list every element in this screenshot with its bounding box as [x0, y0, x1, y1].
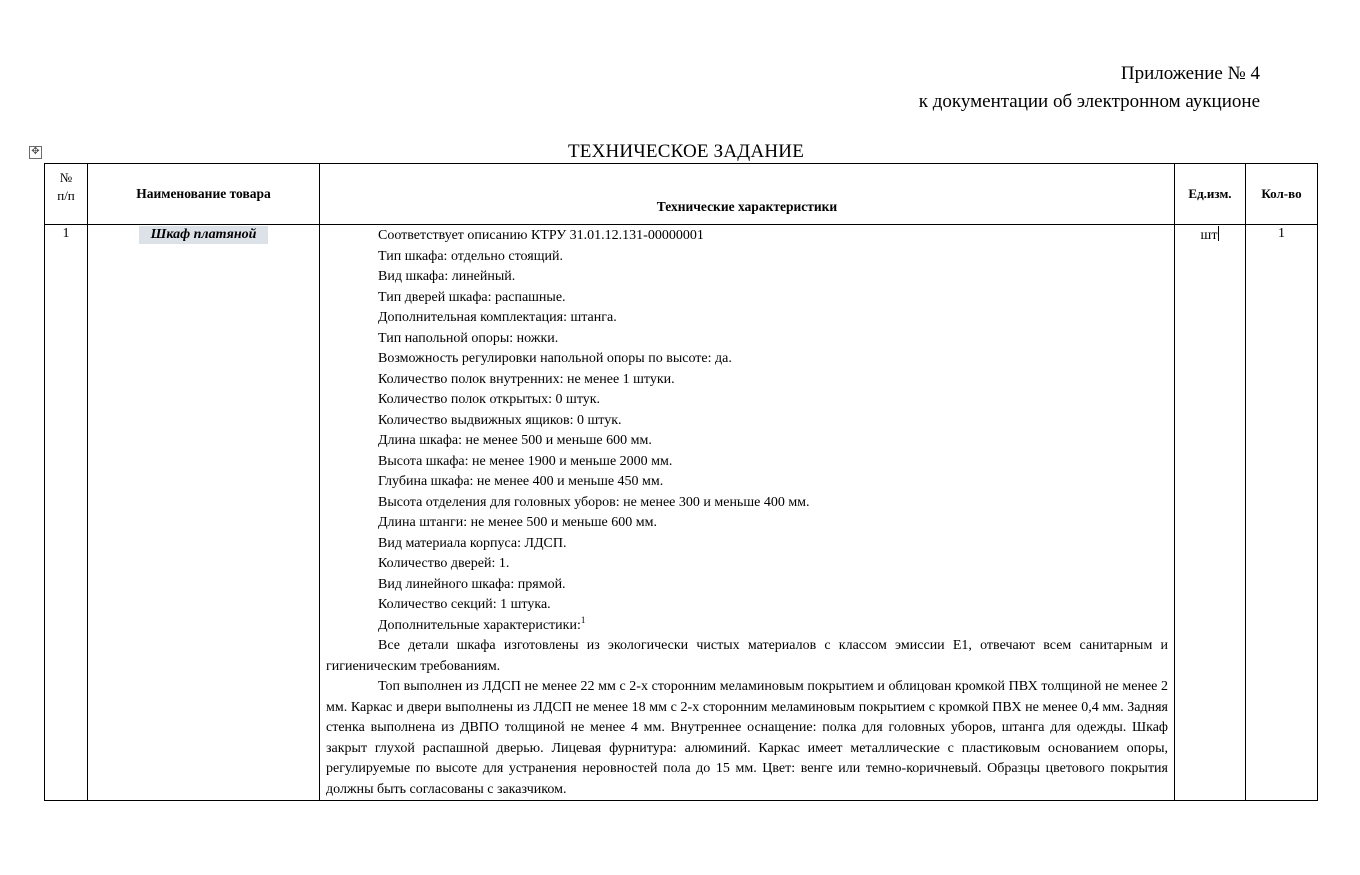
- spec-table: [44, 163, 1318, 801]
- characteristic-line: Возможность регулировки напольной опоры по высоте: да.: [378, 351, 732, 366]
- characteristic-line: Вид материала корпуса: ЛДСП.: [378, 535, 567, 551]
- characteristic-line: Количество дверей: 1.: [378, 556, 510, 571]
- characteristic-line: Тип шкафа: отдельно стоящий.: [378, 248, 563, 264]
- annex-subtitle: к документации об электронном аукционе: [918, 91, 1260, 112]
- table-header-row: [45, 164, 1318, 225]
- move-cross-icon[interactable]: ✥: [29, 146, 42, 159]
- header-qty[interactable]: Кол-во: [1246, 164, 1318, 225]
- characteristic-line: Глубина шкафа: не менее 400 и меньше 450 мм.: [378, 474, 664, 489]
- characteristics-list: [326, 226, 1168, 616]
- document-title: ТЕХНИЧЕСКОЕ ЗАДАНИЕ: [567, 141, 805, 162]
- characteristic-line: Высота отделения для головных уборов: не менее 300 и меньше 400 мм.: [378, 494, 810, 510]
- annex-number: Приложение № 4: [1120, 63, 1260, 84]
- header-unit[interactable]: Ед.изм.: [1175, 164, 1246, 225]
- header-name[interactable]: Наименование товара: [88, 164, 320, 225]
- header-characteristics[interactable]: Технические характеристики: [320, 164, 1175, 225]
- characteristic-line: Тип напольной опоры: ножки.: [378, 330, 559, 346]
- characteristic-line: Высота шкафа: не менее 1900 и меньше 2000 мм.: [378, 453, 673, 469]
- characteristic-line: Длина шкафа: не менее 500 и меньше 600 мм.: [378, 433, 652, 448]
- characteristic-line: Длина штанги: не менее 500 и меньше 600 мм.: [378, 515, 657, 530]
- characteristic-line: Количество выдвижных ящиков: 0 штук.: [378, 412, 622, 428]
- characteristic-line: Количество полок внутренних: не менее 1 штуки.: [378, 371, 675, 387]
- characteristic-line: Тип дверей шкафа: распашные.: [378, 289, 566, 305]
- extra-characteristics-label: [326, 616, 1168, 637]
- cell-qty[interactable]: 1: [1246, 225, 1318, 801]
- annex-heading: [919, 60, 1260, 116]
- cell-num[interactable]: 1: [45, 225, 88, 801]
- paragraph-construction: Топ выполнен из ЛДСП не менее 22 мм с 2-х сторонним меламиновым покрытием и облицован кромкой ПВХ толщиной не менее 2 мм. Каркас и двери выполнены из ЛДСП не менее 18 мм с 2-х сторонним меламиновым покрытием с кромкой ПВХ не менее 0,4 мм. Задняя стенка выполнена из ДВПО толщиной не менее 4 мм. Внутреннее оснащение: полка для головных уборов, штанга для одежды. Шкаф закрыт глухой распашной дверью. Лицевая фурнитура: алюминий. Каркас имеет металлические с пластиковым основанием опоры, регулируемые по высоте для устранения неровностей пола до 15 мм. Цвет: венге или темно-коричневый. Образцы цветового покрытия должны быть согласованы с заказчиком.: [326, 679, 1168, 797]
- cell-characteristics[interactable]: [320, 225, 1175, 801]
- cell-unit[interactable]: [1175, 225, 1246, 801]
- characteristic-line: Дополнительная комплектация: штанга.: [378, 310, 617, 325]
- item-name-highlight: Шкаф платяной: [139, 226, 269, 244]
- extra-label-text: Дополнительные характеристики:: [378, 617, 581, 633]
- header-num[interactable]: [45, 164, 88, 225]
- footnote-mark[interactable]: 1: [580, 614, 586, 625]
- unit-value: шт: [1200, 228, 1218, 243]
- characteristic-line: Соответствует описанию КТРУ 31.01.12.131-00000001: [378, 228, 704, 243]
- characteristic-line: Количество полок открытых: 0 штук.: [378, 392, 601, 407]
- characteristic-line: Вид шкафа: линейный.: [378, 269, 516, 284]
- cell-name[interactable]: [88, 225, 320, 801]
- header-num-symbol: №: [59, 170, 73, 185]
- characteristic-line: Количество секций: 1 штука.: [378, 597, 551, 612]
- header-num-sub: п/п: [57, 188, 75, 203]
- paragraph-materials: Все детали шкафа изготовлены из экологически чистых материалов с классом эмиссии Е1, отвечают всем санитарным и гигиеническим требованиям.: [326, 638, 1168, 674]
- table-row: [45, 225, 1318, 801]
- text-cursor: [1218, 226, 1219, 241]
- characteristic-line: Вид линейного шкафа: прямой.: [378, 576, 566, 592]
